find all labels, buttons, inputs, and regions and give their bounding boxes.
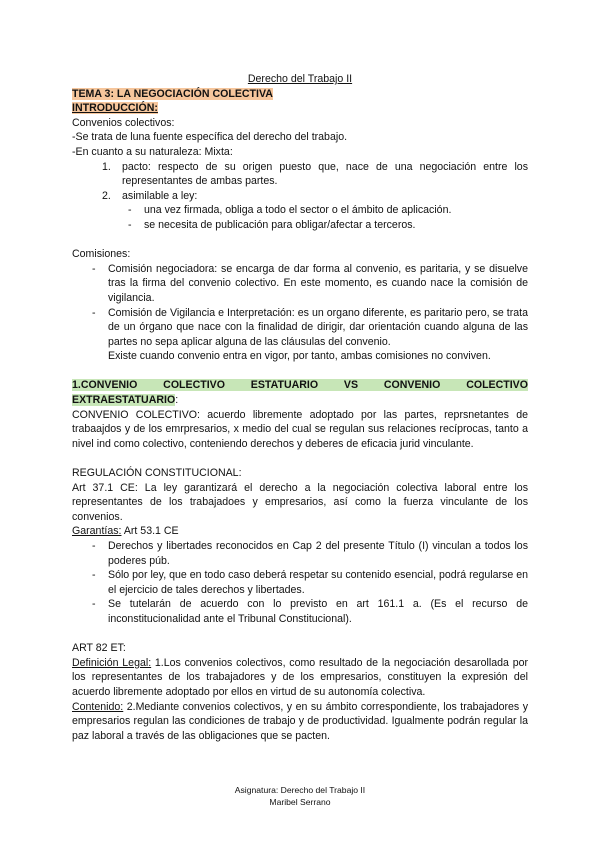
section1-heading-text2: EXTRAESTATUARIO <box>72 394 176 407</box>
comisiones-heading: Comisiones: <box>72 248 131 261</box>
contenido <box>72 700 528 744</box>
garantias-ref: Art 53.1 CE <box>121 525 179 538</box>
comision-item <box>72 262 528 306</box>
definicion-legal-text: 1.Los convenios colectivos, como resultado de la negociación desarollada por los representantes de los trabajadores y de los empresarios, constituyen la expresión del acuerdo libremente adoptado por ellos en virtud de su autonomía colectiva. <box>72 656 529 698</box>
garantia-item <box>72 539 528 568</box>
convenio-definition: CONVENIO COLECTIVO: acuerdo libremente adoptado por las partes, reprsnetantes de trabaajdos y de los emrpresarios, x medio del cual se regulan sus relaciones recíprocas, tanto a nivel ind como colectivo, conteniendo derechos y deberes de eficacia jurid vinculante. <box>72 408 528 450</box>
contenido-text: 2.Mediante convenios colectivos, y en su ámbito correspondiente, los trabajadores y empresarios regulan las condiciones de trabajo y de productividad. Igualmente podrán regular la paz laboral a través de las obligaciones que se pacten. <box>72 700 528 742</box>
garantia-text: Derechos y libertades reconocidos en Cap 2 del presente Título (I) vinculan a todos los poderes púb. <box>108 540 528 567</box>
dash-bullet: - <box>92 569 96 582</box>
dash-bullet: - <box>92 540 96 552</box>
numbered-item-number: 2. <box>102 189 111 202</box>
intro-line: -Se trata de luna fuente específica del derecho del trabajo. <box>72 131 348 144</box>
footer-author: Maribel Serrano <box>269 797 331 807</box>
dash-bullet: - <box>92 262 96 275</box>
sub-dash-item <box>72 218 528 233</box>
art37-text: Art 37.1 CE: La ley garantizará el derecho a la negociación colectiva laboral entre los representantes de los trabajadoes y empresarios, así como la fuerza vinculante de los convenios. <box>72 481 528 523</box>
section1-heading-text: 1.CONVENIO COLECTIVO ESTATUARIO VS CONVENIO COLECTIVO <box>72 379 528 392</box>
garantia-item <box>72 568 528 597</box>
intro-heading: INTRODUCCIÓN: <box>72 102 158 115</box>
contenido-label: Contenido: <box>72 700 124 713</box>
tema-title: TEMA 3: LA NEGOCIACIÓN COLECTIVA <box>72 87 273 100</box>
tema-title-line <box>72 87 528 102</box>
numbered-item-number: 1. <box>102 160 111 173</box>
section1-heading-colon: : <box>175 394 179 407</box>
comision-note <box>72 349 528 364</box>
document-page <box>72 72 528 743</box>
numbered-item-text: pacto: respecto de su origen puesto que, nace de una negociación entre los representantes de ambas partes. <box>122 160 528 188</box>
footer-subject: Asignatura: Derecho del Trabajo II <box>234 785 366 795</box>
regulacion-heading: REGULACIÓN CONSTITUCIONAL: <box>72 467 242 480</box>
document-title: Derecho del Trabajo II <box>247 73 353 85</box>
comision-text: Comisión de Vigilancia e Interpretación: es un organo diferente, es paritario pero, se trata de un órgano que nace con la finalidad de dirigir, dar orientación cuando alguna de las partes no sepa aplicar alguna de las cláusulas del convenio. <box>108 306 528 348</box>
dash-bullet: - <box>92 598 96 611</box>
garantias-label: Garantías: <box>72 525 122 538</box>
art82-heading: ART 82 ET: <box>72 642 126 655</box>
dash-bullet: - <box>128 204 132 217</box>
sub-dash-text: una vez firmada, obliga a todo el sector o el ámbito de aplicación. <box>144 204 452 217</box>
dash-bullet: - <box>92 306 96 319</box>
garantia-text: Se tutelarán de acuerdo con lo previsto en art 161.1 a. (Es el recurso de inconstitucionalidad ante el Tribunal Constitucional). <box>108 598 528 625</box>
comision-text: Comisión negociadora: se encarga de dar forma al convenio, es paritaria, y se disuelve tras la firma del convenio colectivo. En este momento, es cuando nace la comisión de vigilancia. <box>108 262 528 304</box>
garantia-item <box>72 597 528 626</box>
numbered-item-text: asimilable a ley: <box>122 189 198 202</box>
page-footer <box>0 784 600 808</box>
garantia-text: Sólo por ley, que en todo caso deberá respetar su contenido esencial, podrá regularse en el ejercicio de tales derechos y libertades. <box>108 569 528 596</box>
sub-dash-text: se necesita de publicación para obligar/afectar a terceros. <box>144 218 416 231</box>
intro-line: -En cuanto a su naturaleza: Mixta: <box>72 145 233 158</box>
dash-bullet: - <box>128 218 132 231</box>
garantias-line <box>72 524 528 539</box>
numbered-item <box>72 160 528 189</box>
numbered-item <box>72 189 528 204</box>
section1-heading-line2 <box>72 393 528 408</box>
definicion-legal-label: Definición Legal: <box>72 656 152 669</box>
section1-heading-line1 <box>72 378 528 393</box>
comision-note-text: Existe cuando convenio entra en vigor, por tanto, ambas comisiones no conviven. <box>108 350 491 363</box>
intro-line: Convenios colectivos: <box>72 116 175 129</box>
comision-item <box>72 306 528 350</box>
intro-heading-line <box>72 101 528 116</box>
definicion-legal <box>72 656 528 700</box>
sub-dash-item <box>72 203 528 218</box>
